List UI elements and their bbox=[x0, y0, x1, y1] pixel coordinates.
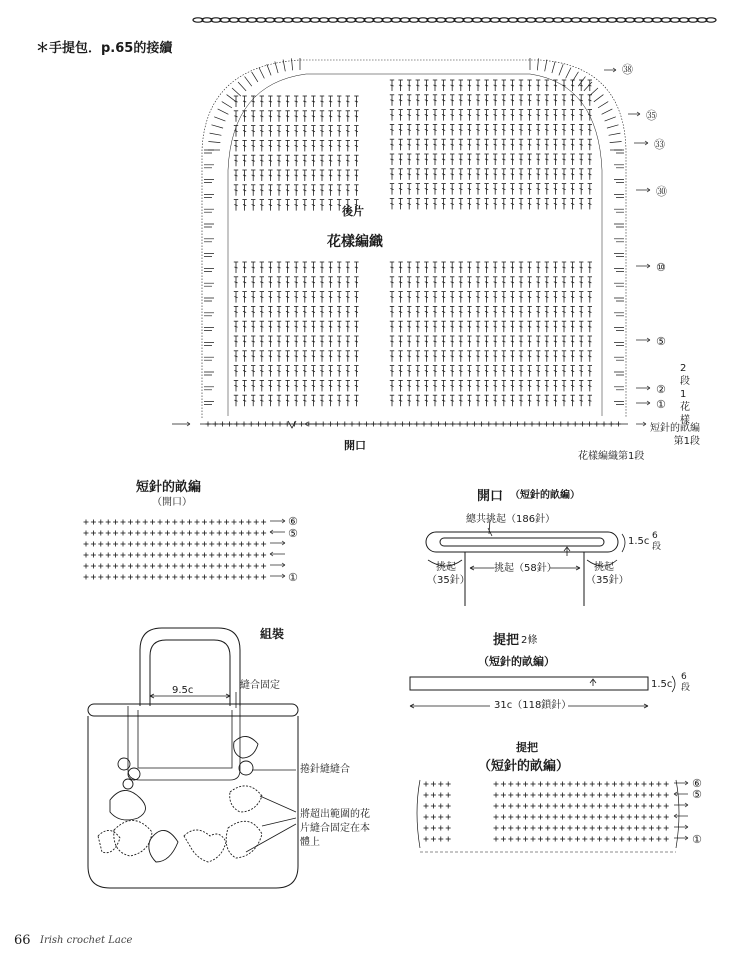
handle-chart-title: 提把 bbox=[516, 741, 538, 754]
opening-height: 1.5c bbox=[628, 536, 650, 547]
handle-chart-row-1: ① bbox=[692, 833, 702, 846]
opening-sc-title: 短針的畝編 bbox=[136, 480, 202, 495]
side-note-rows: 2段1花樣 bbox=[680, 363, 690, 426]
whip-stitch-note: 捲針縫縫合 bbox=[300, 764, 350, 775]
bag-assembly-drawing bbox=[88, 628, 298, 888]
row-marker-5: ⑤ bbox=[656, 335, 666, 348]
row-marker-38: ㊳ bbox=[622, 63, 633, 76]
opening-sc-chart bbox=[84, 519, 286, 580]
opening-sc-row-6: ⑥ bbox=[288, 515, 298, 528]
handle-height: 1.5c bbox=[651, 679, 673, 690]
opening-diagram-title: 開口 bbox=[477, 489, 504, 504]
assembly-width: 9.5c bbox=[172, 685, 194, 696]
handle-chart-subtitle: （短針的畝編） bbox=[478, 759, 570, 774]
handle-stitch-chart bbox=[417, 780, 688, 852]
sc-first-row-note: 短針的畝編 第1段 bbox=[650, 423, 700, 447]
header-note: ＊手提包．p.65的接續 bbox=[36, 41, 173, 56]
handle-subtitle: （短針的畝編） bbox=[478, 655, 555, 668]
pattern-first-row-note: 花樣編織第1段 bbox=[578, 451, 645, 462]
row-marker-30: ㉚ bbox=[656, 185, 667, 198]
back-panel-label: 後片 bbox=[342, 205, 364, 218]
book-title: Irish crochet Lace bbox=[40, 935, 133, 946]
handle-title: 提把 bbox=[493, 633, 520, 648]
left-pickup: 挑起 bbox=[436, 562, 456, 573]
right-count: （35針） bbox=[586, 575, 629, 586]
handle-count: 2條 bbox=[521, 635, 538, 646]
handle-length: 31c（118鎖針） bbox=[494, 700, 572, 711]
left-count: （35針） bbox=[427, 575, 470, 586]
total-pickup-label: 總共挑起（186針） bbox=[466, 514, 556, 525]
opening-sc-subtitle: （開口） bbox=[152, 497, 192, 508]
handle-rows: 6段 bbox=[681, 672, 691, 693]
opening-diagram-subtitle: （短針的畝編） bbox=[510, 490, 580, 501]
opening-sc-row-5: ⑤ bbox=[288, 527, 298, 540]
pattern-label: 花樣編織 bbox=[327, 234, 383, 250]
opening-rows: 6段 bbox=[652, 531, 662, 552]
handle-chart-row-6: ⑥ bbox=[692, 777, 702, 790]
row-marker-10: ⑩ bbox=[656, 261, 666, 274]
page-number: 66 bbox=[14, 933, 31, 948]
sew-fix-note: 縫合固定 bbox=[240, 680, 280, 691]
row-marker-33: ㉝ bbox=[654, 138, 665, 151]
opening-label: 開口 bbox=[344, 439, 366, 452]
center-pickup: 挑起（58針） bbox=[494, 563, 557, 574]
handle-chart-row-5: ⑤ bbox=[692, 788, 702, 801]
motif-note: 將超出範圍的花 片縫合固定在本 體上 bbox=[300, 809, 370, 848]
row-marker-35: ㉟ bbox=[646, 109, 657, 122]
right-pickup: 挑起 bbox=[594, 562, 614, 573]
row-marker-2: ② bbox=[656, 383, 666, 396]
row-marker-1: ① bbox=[656, 398, 666, 411]
assembly-title: 組裝 bbox=[260, 627, 285, 641]
main-stitch-chart bbox=[172, 58, 650, 428]
opening-sc-row-1: ① bbox=[288, 571, 298, 584]
flower-motifs bbox=[98, 736, 262, 862]
